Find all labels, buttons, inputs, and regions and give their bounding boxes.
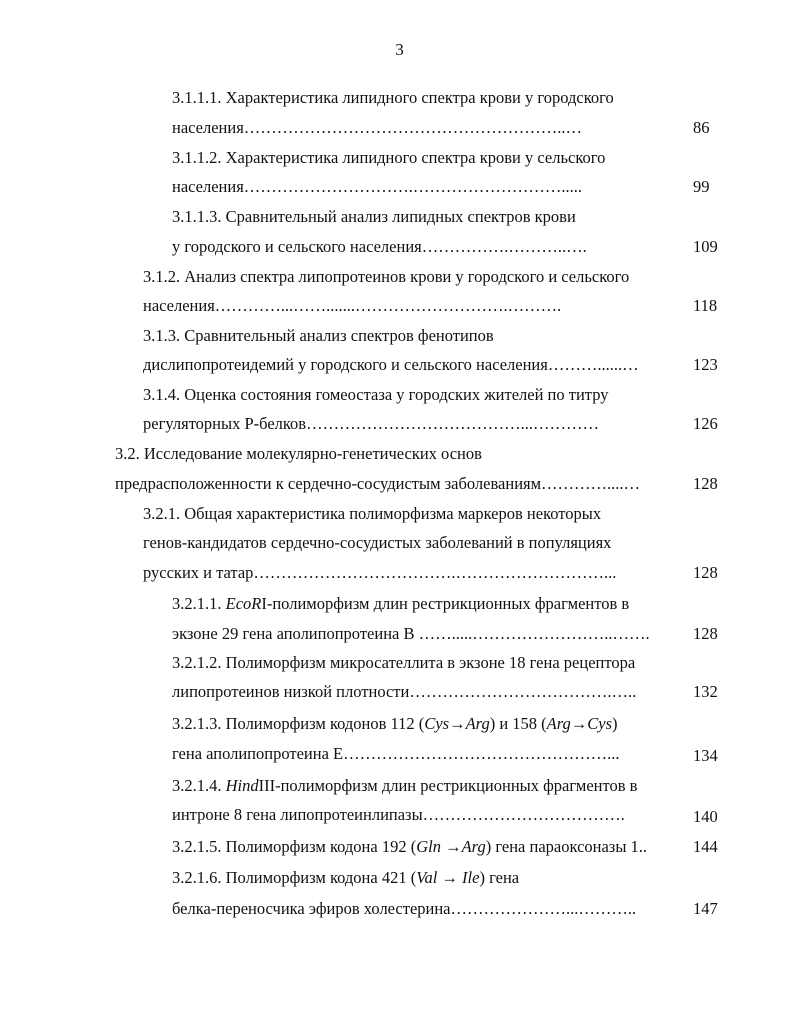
toc-entry-3-1-1-1-title: 3.1.1.1. Характеристика липидного спектра крови у городского [172,88,614,107]
toc-entry-3-2-1-3-title: 3.2.1.3. Полиморфизм кодонов 112 (Cys→Arg) и 158 (Arg→Cys) [172,714,618,733]
toc-entry-3-2-1-1-title: 3.2.1.1. EcoRI-полиморфизм длин рестрикционных фрагментов в [172,594,630,613]
toc-entry-3-1-4-page: 126 [693,414,718,433]
toc-entry-3-1-1-2-cont: населения………………………….………………………..... [172,177,583,196]
toc-entry-3-2-1-1-cont: экзоне 29 гена аполипопротеина В …….....……………………..……. [172,624,650,643]
toc-entry-3-1-1-3-cont: у городского и сельского населения…………….………..…. [172,237,587,256]
toc-entry-3-2-title: 3.2. Исследование молекулярно-генетических основ [115,444,482,463]
toc-entry-3-2-1-1-page: 128 [693,624,718,643]
toc-entry-3-1-1-2-title: 3.1.1.2. Характеристика липидного спектра крови у сельского [172,148,606,167]
toc-entry-3-2-1-2-cont: липопротеинов низкой плотности……………………………….….. [172,682,637,701]
toc-entry-3-2-1-4-page: 140 [693,807,718,826]
toc-entry-3-1-1-1-cont: населения…………………………………………………..… [172,118,583,137]
toc-entry-3-2-1-title: 3.2.1. Общая характеристика полиморфизма маркеров некоторых [143,504,602,523]
toc-entry-3-2-1-2-page: 132 [693,682,718,701]
toc-entry-3-2-1-cont2: русских и татар……………………………….………………………... [143,563,617,582]
toc-entry-3-2-1-3-cont: гена аполипопротеина Е…………………………………………... [172,744,620,763]
toc-entry-3-1-1-3-title: 3.1.1.3. Сравнительный анализ липидных спектров крови [172,207,576,226]
toc-entry-3-2-1-4-title: 3.2.1.4. HindIII-полиморфизм длин рестрикционных фрагментов в [172,776,638,795]
toc-entry-3-1-1-3-page: 109 [693,237,718,256]
toc-entry-3-2-1-5-title: 3.2.1.5. Полиморфизм кодона 192 (Gln →Arg) гена параоксоназы 1.. [172,837,648,856]
toc-entry-3-2-1-page: 128 [693,563,718,582]
toc-entry-3-1-3-title: 3.1.3. Сравнительный анализ спектров фенотипов [143,326,494,345]
toc-entry-3-1-3-page: 123 [693,355,718,374]
toc-entry-3-1-2-cont: населения…………...…….......……………………….………. [143,296,562,315]
toc-entry-3-2-1-cont1: генов-кандидатов сердечно-сосудистых заболеваний в популяциях [143,533,612,552]
toc-entry-3-1-1-2-page: 99 [693,177,710,196]
toc-entry-3-1-1-1-page: 86 [693,118,710,137]
toc-entry-3-1-2-title: 3.1.2. Анализ спектра липопротеинов крови у городского и сельского [143,267,630,286]
toc-entry-3-2-page: 128 [693,474,718,493]
toc-entry-3-1-4-title: 3.1.4. Оценка состояния гомеостаза у городских жителей по титру [143,385,609,404]
toc-entry-3-2-1-3-page: 134 [693,746,718,765]
toc-entry-3-2-1-6-title: 3.2.1.6. Полиморфизм кодона 421 (Val → Ile) гена [172,868,520,887]
page-number: 3 [395,40,404,59]
toc-entry-3-2-1-6-page: 147 [693,899,718,918]
toc-entry-3-2-cont: предрасположенности к сердечно-сосудистым заболеваниям…………....… [115,474,641,493]
toc-entry-3-2-1-5-page: 144 [693,837,718,856]
toc-entry-3-1-4-cont: регуляторных Р-белков…………………………………...………… [143,414,599,433]
toc-entry-3-1-3-cont: дислипопротеидемий у городского и сельского населения………......… [143,355,639,374]
toc-entry-3-1-2-page: 118 [693,296,718,315]
toc-entry-3-2-1-4-cont: интроне 8 гена липопротеинлипазы………………………………. [172,805,625,824]
toc-entry-3-2-1-6-cont: белка-переносчика эфиров холестерина…………………...……….. [172,899,637,918]
toc-entry-3-2-1-2-title: 3.2.1.2. Полиморфизм микросателлита в экзоне 18 гена рецептора [172,653,636,672]
